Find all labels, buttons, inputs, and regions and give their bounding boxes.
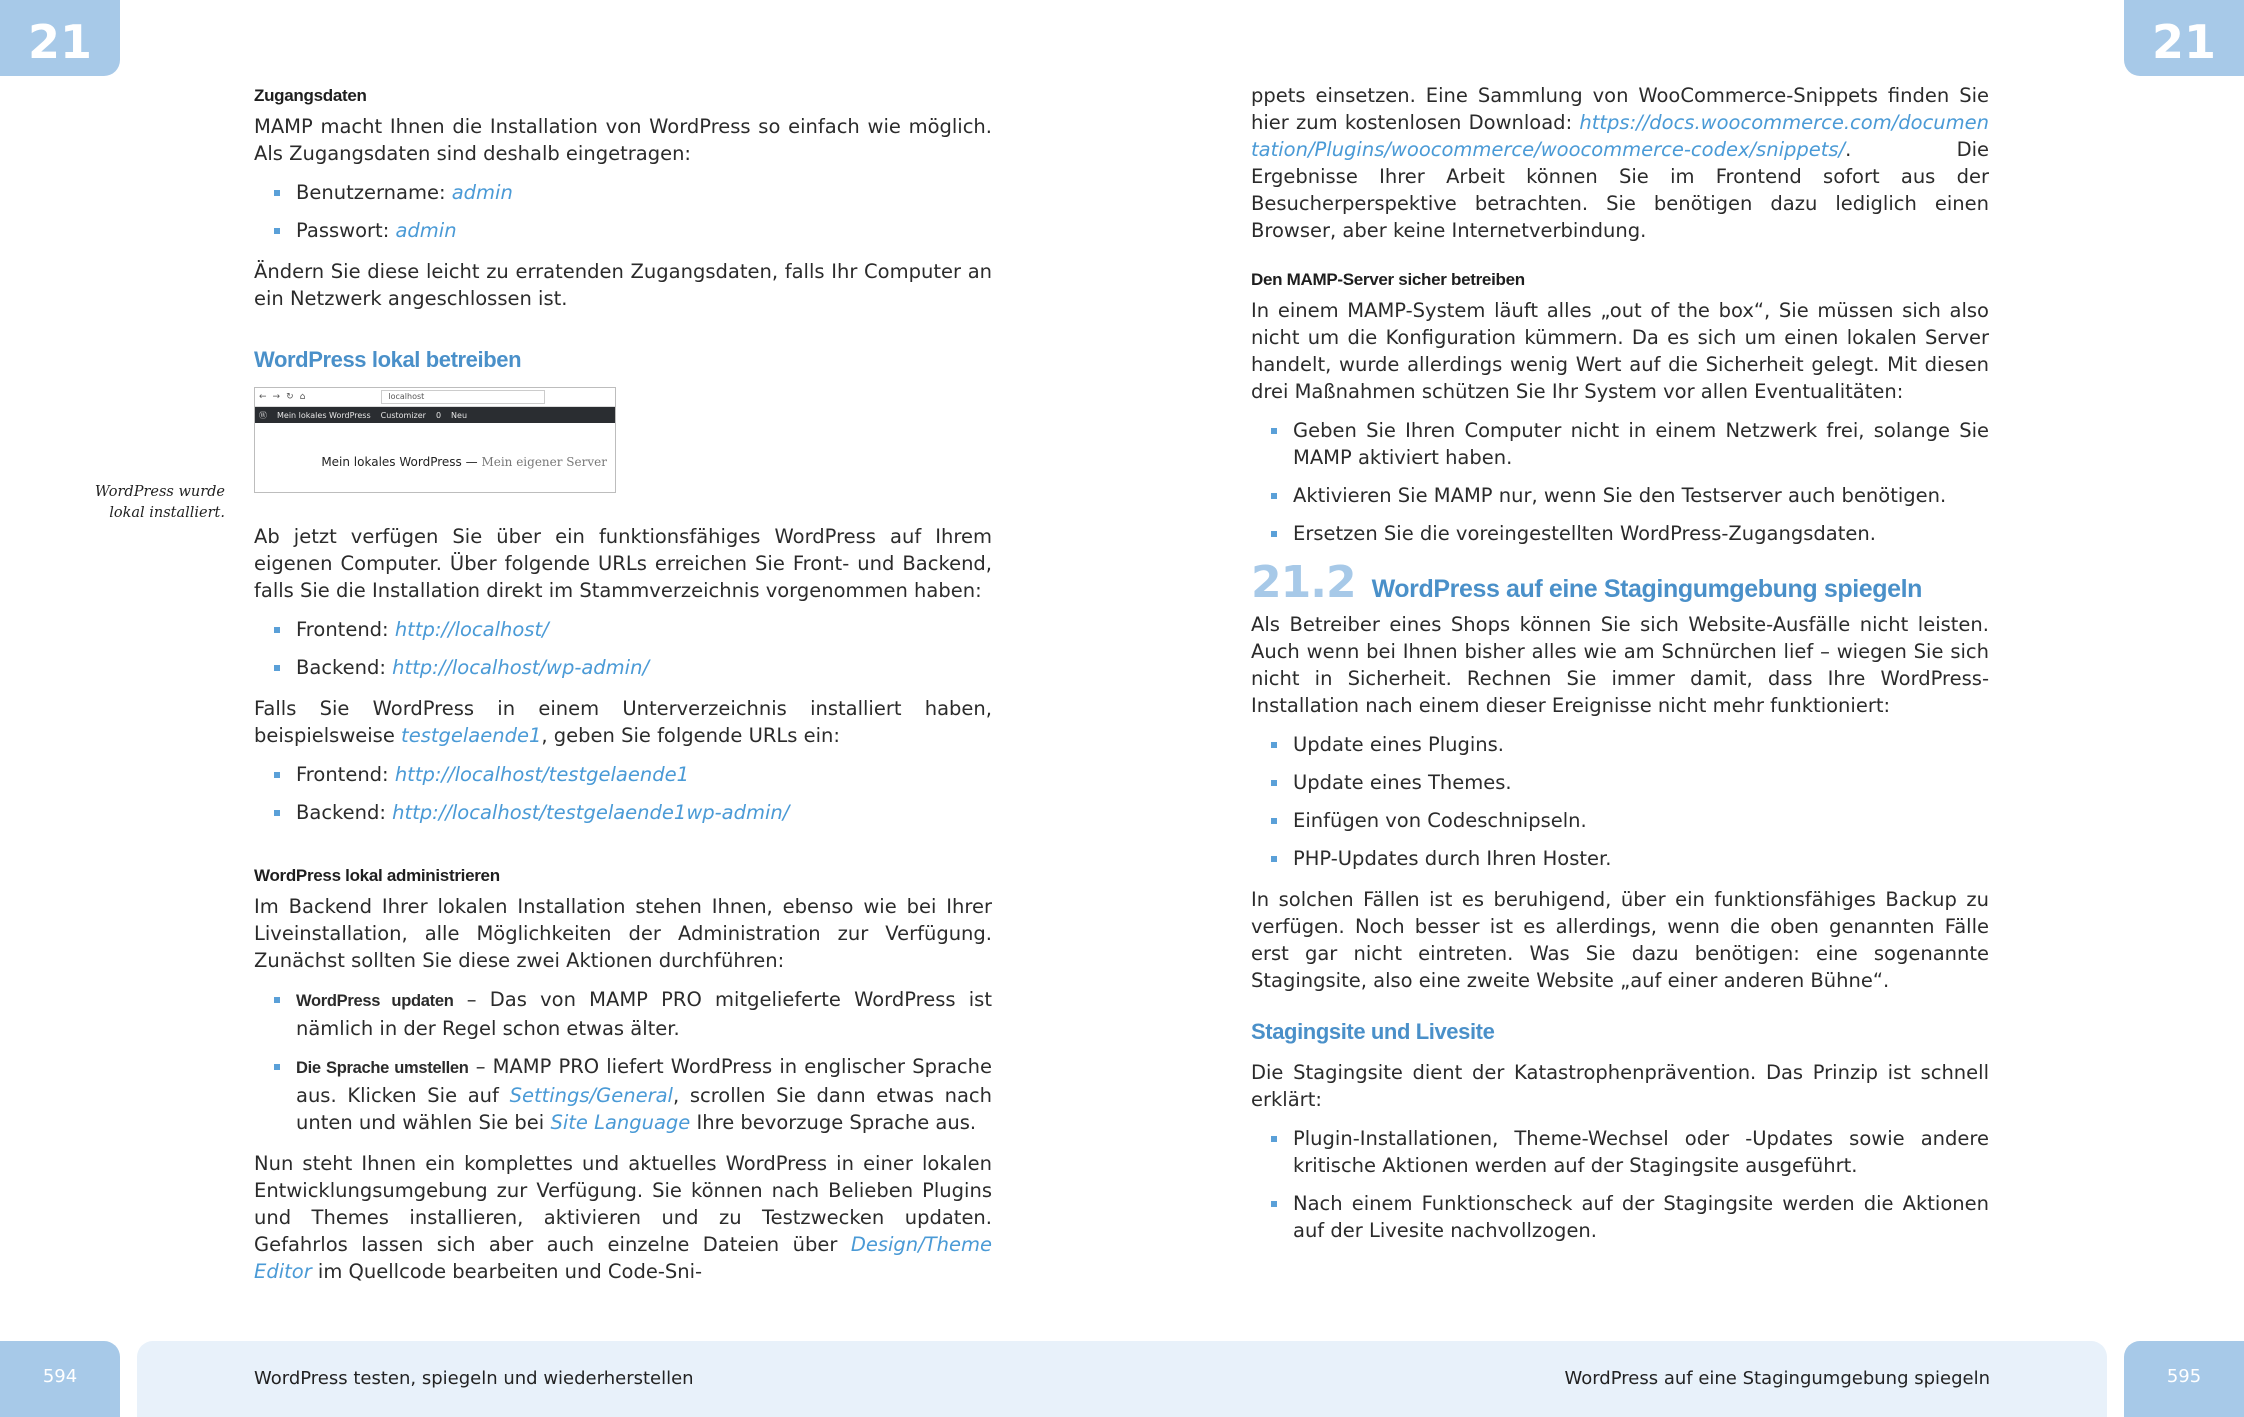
site-separator: — [465,455,478,469]
frontend-label: Frontend: [296,618,395,641]
section-number: 21.2 [1251,557,1356,608]
admin-bar-customizer: Customizer [380,410,426,420]
site-title: Mein lokales WordPress [321,455,462,469]
actions-list [254,986,992,1136]
settings-general-link: Settings/General [509,1084,673,1107]
section-title: WordPress auf eine Stagingumgebung spiegeln [1371,575,1923,603]
back-icon: ← [259,391,267,402]
list-item: Nach einem Funktionscheck auf der Stagingsite werden die Aktionen auf der Livesite nachvollzogen. [1251,1190,1989,1244]
secure-intro: In einem MAMP-System läuft alles „out of the box“, Sie müssen sich also nicht um die Konfiguration kümmern. Da es sich um einen lokalen Server handelt, wurde allerdings wenig Wert auf die Sicherheit gelegt. Mit diesen drei Maßnahmen schützen Sie Ihr System vor allen Eventualitäten: [1251,299,1989,403]
admin-bar-site: Mein lokales WordPress [277,410,371,420]
cred-user-label: Benutzername: [296,181,452,204]
action2-text-3: Ihre bevorzuge Sprache aus. [690,1111,977,1134]
frontend-link[interactable]: http://localhost/ [394,618,549,641]
root-urls-list [254,616,992,681]
action1-text: – Das von MAMP PRO mitgelieferte WordPress ist nämlich in der Regel schon etwas älter. [296,988,992,1040]
subdir-text [254,695,992,749]
list-item: PHP-Updates durch Ihren Hoster. [1251,845,1989,872]
action1-term: WordPress updaten [296,992,454,1010]
admin-bar-new: Neu [451,410,468,420]
forward-icon: → [272,391,281,402]
cont-text-1: ppets einsetzen. Eine Sammlung von WooCommerce-Snippets finden Sie hier zum kostenlosen Download: [1251,84,1989,134]
cred-user-value: admin [451,181,513,204]
closing-text-2: im Quellcode bearbeiten und Code-Sni- [311,1260,703,1283]
list-item [254,799,992,826]
running-title-right: WordPress auf eine Stagingumgebung spiegeln [1564,1368,1990,1389]
continuation-text [1251,82,1989,244]
section-heading [1251,557,1989,608]
heading-zugangsdaten: Zugangsdaten [254,86,367,105]
list-item: Geben Sie Ihren Computer nicht in einem Netzwerk frei, solange Sie MAMP aktiviert haben. [1251,417,1989,471]
sub-frontend-link[interactable]: http://localhost/testgelaende1 [394,763,689,786]
woocommerce-snippets-link[interactable]: https://docs.woocommerce.com/documentation/Plugins/woocommerce/woocommerce-codex/snippets/ [1251,111,1989,161]
urls-intro: Ab jetzt verfügen Sie über ein funktionsfähiges WordPress auf Ihrem eigenen Computer. Über folgende URLs erreichen Sie Front- und Backend, falls Sie die Installation direkt im Stammverzeichnis vorgenommen haben: [254,525,992,602]
sub-backend-label: Backend: [296,801,393,824]
address-bar: localhost [381,390,545,404]
subdir-text-2: , geben Sie folgende URLs ein: [541,724,840,747]
list-item: Ersetzen Sie die voreingestellten WordPress-Zugangsdaten. [1251,520,1989,547]
action2-text-2: , scrollen Sie dann etwas nach unten und wählen Sie bei [296,1084,992,1134]
admin-bar-comments: 0 [435,410,442,420]
wordpress-screenshot-figure [254,387,616,493]
list-item: Plugin-Installationen, Theme-Wechsel oder -Updates sowie andere kritische Aktionen werden auf der Stagingsite ausgeführt. [1251,1125,1989,1179]
zugang-intro: MAMP macht Ihnen die Installation von WordPress so einfach wie möglich. Als Zugangsdaten sind deshalb eingetragen: [254,115,992,165]
chapter-tab-left: 21 [0,0,120,76]
list-item [254,1053,992,1136]
site-language-link: Site Language [550,1111,691,1134]
list-item [254,986,992,1042]
list-item: Einfügen von Codeschnipseln. [1251,807,1989,834]
heading-staging-livesite: Stagingsite und Livesite [1251,1019,1495,1044]
list-item [254,616,992,643]
cred-pass-value: admin [395,219,457,242]
live-list [1251,1125,1989,1244]
right-page-column [1251,82,1989,1258]
events-list [1251,731,1989,872]
action2-text-1: – MAMP PRO liefert WordPress in englischer Sprache aus. Klicken Sie auf [296,1055,992,1107]
backend-label: Backend: [296,656,393,679]
action2-term: Die Sprache umstellen [296,1059,469,1077]
heading-lokal-administrieren: WordPress lokal administrieren [254,866,500,885]
subdir-urls-list [254,761,992,826]
list-item [254,761,992,788]
staging-intro: Als Betreiber eines Shops können Sie sich Website-Ausfälle nicht leisten. Auch wenn bei Ihnen bisher alles wie am Schnürchen lief – wiegen Sie sich nicht in Sicherheit. Rechnen Sie immer damit, dass Ihre WordPress-Installation nach einem dieser Ereignisse nicht mehr funktioniert: [1251,613,1989,717]
chapter-tab-right: 21 [2124,0,2244,76]
backend-link[interactable]: http://localhost/wp-admin/ [392,656,650,679]
backup-text: In solchen Fällen ist es beruhigend, über ein funktionsfähiges Backup zu verfügen. Noch besser ist es allerdings, wenn die oben genannten Fälle erst gar nicht eintreten. Was Sie dazu benötigen: eine sogenannte Stagingsite, also eine zweite Website „auf einer anderen Bühne“. [1251,888,1989,992]
sub-backend-link[interactable]: http://localhost/testgelaende1wp-admin/ [392,801,790,824]
closing-text-1: Nun steht Ihnen ein komplettes und aktuelles WordPress in einer lokalen Entwicklungsumgebung zur Verfügung. Sie können nach Belieben Plugins und Themes installieren, aktivieren und zu Testzwecken updaten. Gefahrlos lassen sich aber auch einzelne Dateien über [254,1152,992,1256]
list-item: Update eines Plugins. [1251,731,1989,758]
admin-intro: Im Backend Ihrer lokalen Installation stehen Ihnen, ebenso wie bei Ihrer Liveinstallation, alle Möglichkeiten der Administration zur Verfügung. Zunächst sollten Sie diese zwei Aktionen durchführen: [254,895,992,972]
subdir-link: testgelaende1 [401,724,542,747]
theme-editor-link: Design/Theme Editor [254,1233,992,1283]
subdir-text-1: Falls Sie WordPress in einem Unterverzeichnis installiert haben, beispielsweise [254,697,992,747]
left-page-column [254,82,992,1297]
cred-pass-label: Passwort: [296,219,396,242]
sub-frontend-label: Frontend: [296,763,395,786]
secure-list [1251,417,1989,547]
list-item [254,217,992,244]
page-number-right: 595 [2124,1341,2244,1417]
wp-logo-icon: Ⓦ [259,410,267,420]
list-item [254,179,992,206]
list-item [254,654,992,681]
page-number-left: 594 [0,1341,120,1417]
credentials-list [254,179,992,244]
running-title-left: WordPress testen, spiegeln und wiederherstellen [254,1368,694,1389]
live-intro: Die Stagingsite dient der Katastrophenprävention. Das Prinzip ist schnell erklärt: [1251,1061,1989,1111]
site-header [321,449,607,476]
list-item: Update eines Themes. [1251,769,1989,796]
closing-text [254,1150,992,1285]
reload-icon: ↻ [286,391,294,402]
site-tagline: Mein eigener Server [481,455,607,469]
zugang-warning: Ändern Sie diese leicht zu erratenden Zugangsdaten, falls Ihr Computer an ein Netzwerk angeschlossen ist. [254,260,992,310]
cont-text-2: . Die Ergebnisse Ihrer Arbeit können Sie im Frontend sofort aus der Besucherperspektive betrachten. Sie benötigen dazu lediglich einen Browser, aber keine Internetverbindung. [1251,138,1989,242]
wp-admin-bar [255,407,615,423]
list-item: Aktivieren Sie MAMP nur, wenn Sie den Testserver auch benötigen. [1251,482,1989,509]
heading-lokal-betreiben: WordPress lokal betreiben [254,347,522,372]
home-icon: ⌂ [299,391,306,402]
figure-caption: WordPress wurde lokal installiert. [94,484,225,521]
heading-mamp-sicher: Den MAMP-Server sicher betreiben [1251,270,1525,289]
